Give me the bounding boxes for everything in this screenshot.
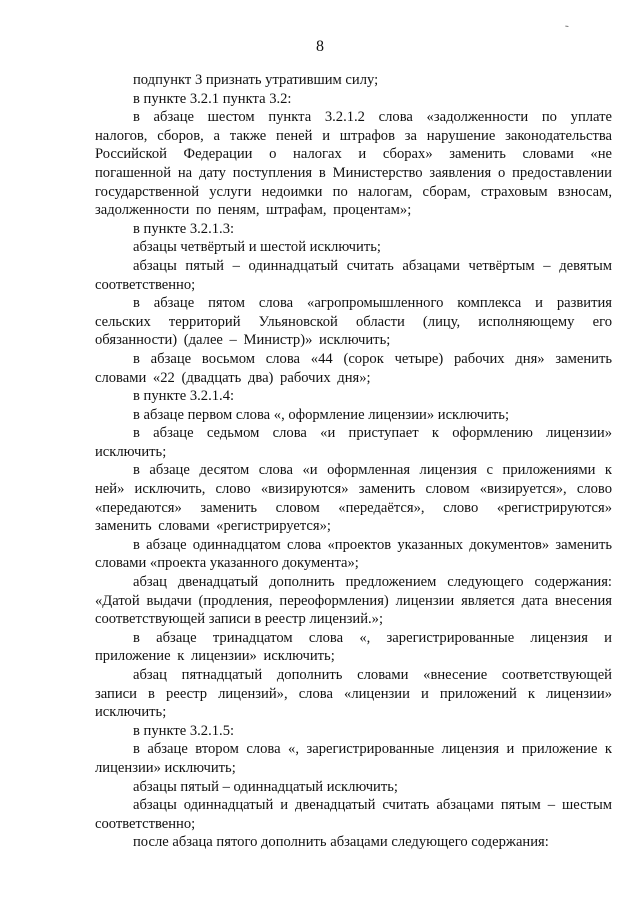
paragraph: абзацы четвёртый и шестой исключить; (133, 239, 381, 256)
paragraph: в абзаце восьмом слова «44 (сорок четыре) рабочих дня» заменить словами «22 (двадцать два) рабочих дня»; (95, 350, 612, 386)
paragraph: в абзаце тринадцатом слова «, зарегистрированные лицензия и приложение к лицензии» исключить; (95, 629, 612, 665)
corner-mark: - (564, 17, 571, 33)
paragraph: в абзаце пятом слова «агропромышленного комплекса и развития сельских территорий Ульяновской области (лицу, исполняющему его обязанности) (далее – Министр)» исключить; (95, 295, 612, 349)
paragraph: в абзаце десятом слова «и оформленная лицензия с приложениями к ней» исключить, слово «визируются» заменить словом «визируется», слово «передаются» заменить словом «передаётся», слово «регистрируются» заменить словами «регистрируется»; (95, 462, 612, 535)
paragraph: в абзаце шестом пункта 3.2.1.2 слова «задолженности по уплате налогов, сборов, а также пеней и штрафов за нарушение законодательства Российской Федерации о налогах и сборах» заменить словами «не погашенной на дату поступления в Министерство заявления о предоставлении государственной услуги недоимки по налогам, сборам, страховым взносам, задолженности по пеням, штрафам, процентам»; (95, 109, 612, 219)
paragraph: абзацы пятый – одиннадцатый считать абзацами четвёртым – девятым соответственно; (95, 257, 612, 293)
paragraph: в пункте 3.2.1.3: (133, 220, 235, 237)
paragraph: в пункте 3.2.1.4: (133, 388, 235, 405)
page-number: 8 (316, 38, 324, 55)
document-body (95, 71, 612, 852)
paragraph: абзацы одиннадцатый и двенадцатый считать абзацами пятым – шестым соответственно; (95, 797, 612, 832)
paragraph: после абзаца пятого дополнить абзацами следующего содержания: (133, 834, 549, 851)
paragraph: в пункте 3.2.1.5: (133, 722, 235, 739)
paragraph: абзац двенадцатый дополнить предложением следующего содержания: «Датой выдачи (продления, переоформления) лицензии является дата внесения соответствующей записи в реестр лицензий.»; (95, 574, 612, 628)
paragraph: в абзаце одиннадцатом слова «проектов указанных документов» заменить словами «проекта указанного документа»; (95, 536, 612, 572)
paragraph: в абзаце втором слова «, зарегистрированные лицензия и приложение к лицензии» исключить; (95, 741, 612, 776)
paragraph: в пункте 3.2.1 пункта 3.2: (133, 90, 292, 107)
paragraph: абзац пятнадцатый дополнить словами «внесение соответствующей записи в реестр лицензий», слова «лицензии и приложений к лицензии» исключить; (95, 667, 612, 721)
paragraph: в абзаце первом слова «, оформление лицензии» исключить; (133, 406, 510, 423)
paragraph: подпункт 3 признать утратившим силу; (133, 72, 379, 88)
paragraph: в абзаце седьмом слова «и приступает к оформлению лицензии» исключить; (95, 425, 612, 460)
paragraph: абзацы пятый – одиннадцатый исключить; (133, 778, 398, 795)
